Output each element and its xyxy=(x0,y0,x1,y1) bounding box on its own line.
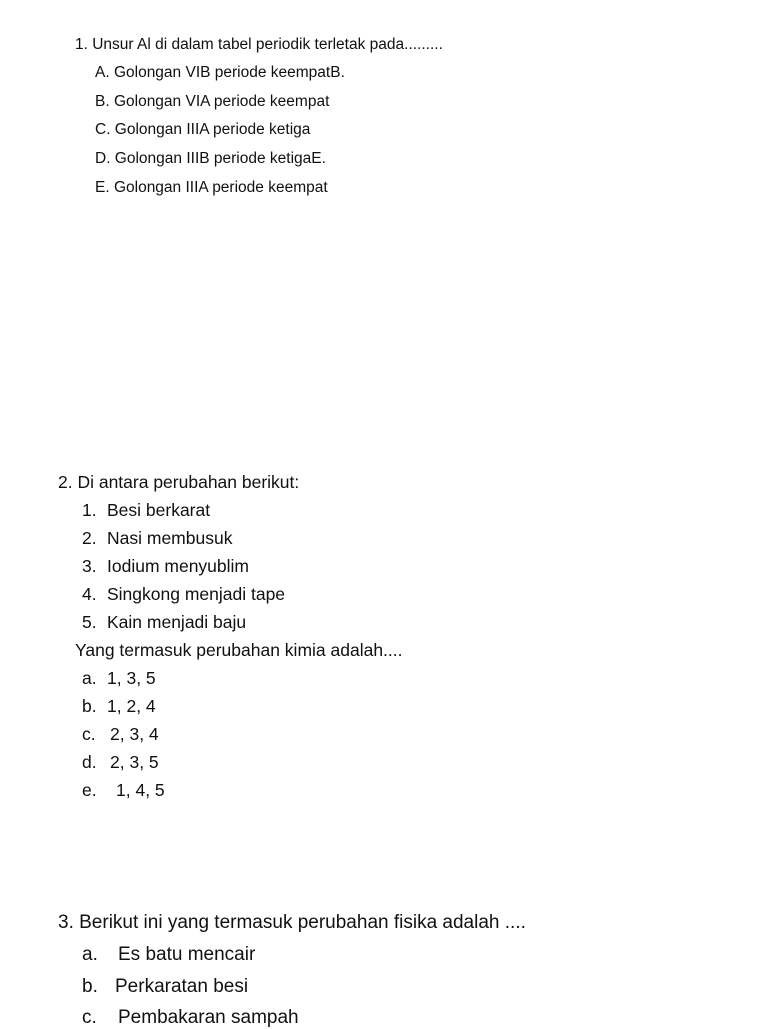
item-number: 4. xyxy=(82,584,97,604)
question-2-option-a xyxy=(82,668,156,689)
question-2-option-b xyxy=(82,696,156,717)
item-number: 3. xyxy=(82,556,97,576)
question-2-item xyxy=(82,556,249,577)
option-text: 2, 3, 5 xyxy=(110,752,159,772)
question-1-option-c: C. Golongan IIIA periode ketiga xyxy=(95,121,311,138)
item-text: Singkong menjadi tape xyxy=(107,584,286,604)
option-text: 1, 3, 5 xyxy=(107,668,156,688)
question-3-stem: 3. Berikut ini yang termasuk perubahan fisika adalah .... xyxy=(58,912,526,933)
option-letter: a. xyxy=(82,668,97,688)
question-2-item xyxy=(82,500,210,521)
question-2-item xyxy=(82,612,246,633)
option-letter: d. xyxy=(82,752,97,772)
question-1-stem: 1. Unsur Al di dalam tabel periodik terletak pada......... xyxy=(75,36,443,53)
option-text: Es batu mencair xyxy=(118,944,256,965)
option-text: Pembakaran sampah xyxy=(118,1007,299,1028)
question-2-prompt: Yang termasuk perubahan kimia adalah.... xyxy=(75,640,403,660)
item-number: 5. xyxy=(82,612,97,632)
item-text: Besi berkarat xyxy=(107,500,211,520)
item-number: 1. xyxy=(82,500,97,520)
question-2-stem: 2. Di antara perubahan berikut: xyxy=(58,472,300,492)
question-3-option-a xyxy=(82,944,255,966)
question-2-option-c xyxy=(82,724,159,745)
question-1-option-a: A. Golongan VIB periode keempatB. xyxy=(95,64,345,81)
question-2-option-d xyxy=(82,752,159,773)
option-letter: b. xyxy=(82,976,98,997)
item-text: Kain menjadi baju xyxy=(107,612,247,632)
option-letter: b. xyxy=(82,696,97,716)
option-text: 1, 2, 4 xyxy=(107,696,156,716)
question-2-item xyxy=(82,528,232,549)
option-letter: a. xyxy=(82,944,98,965)
question-1-option-d: D. Golongan IIIB periode ketigaE. xyxy=(95,150,326,167)
option-text: 2, 3, 4 xyxy=(110,724,159,744)
question-1-option-e: E. Golongan IIIA periode keempat xyxy=(95,179,328,196)
option-letter: e. xyxy=(82,780,97,800)
question-2-option-e xyxy=(82,780,165,801)
option-letter: c. xyxy=(82,724,96,744)
option-text: 1, 4, 5 xyxy=(116,780,165,800)
question-3-option-c xyxy=(82,1007,299,1029)
option-letter: c. xyxy=(82,1007,97,1028)
question-2-item xyxy=(82,584,285,605)
item-number: 2. xyxy=(82,528,97,548)
question-3-option-b xyxy=(82,976,248,998)
option-text: Perkaratan besi xyxy=(115,976,249,997)
item-text: Iodium menyublim xyxy=(107,556,249,576)
question-1-option-b: B. Golongan VIA periode keempat xyxy=(95,93,330,110)
item-text: Nasi membusuk xyxy=(107,528,233,548)
